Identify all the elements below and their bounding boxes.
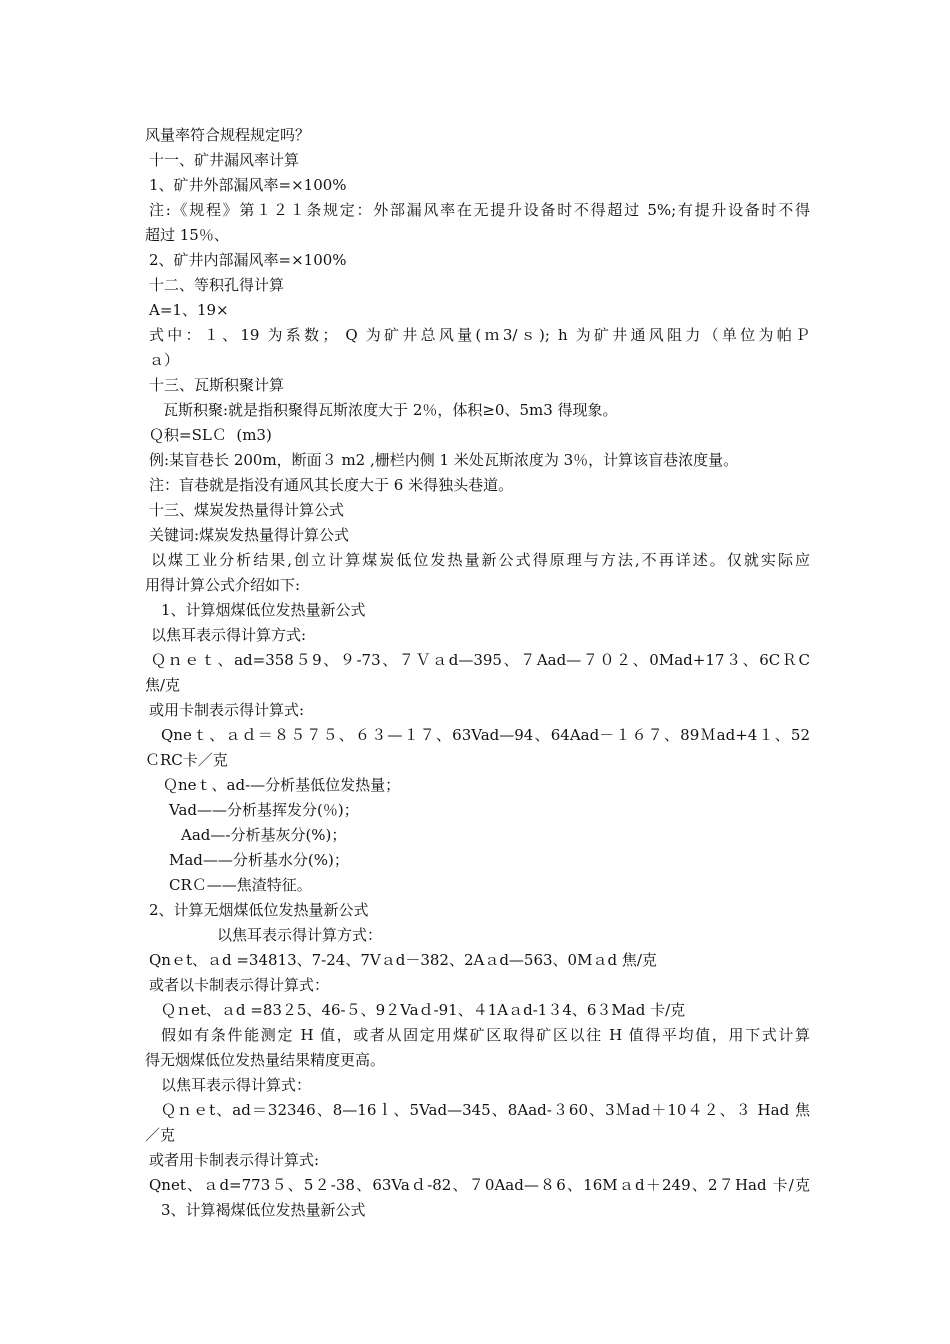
text-line: Mad——分析基水分(%)； xyxy=(169,851,349,869)
text-line: 1、计算烟煤低位发热量新公式 xyxy=(161,601,366,619)
text-line: 以焦耳表示得计算方式: xyxy=(151,626,307,644)
text-line: ａ） xyxy=(149,351,180,369)
text-line: 十三、煤炭发热量得计算公式 xyxy=(149,501,345,519)
text-line: 用得计算公式介绍如下: xyxy=(145,576,301,594)
text-line: 十二、等积孔得计算 xyxy=(149,276,285,294)
text-line: 假如有条件能测定 H 值，或者从固定用煤矿区取得矿区以往 H 值得平均值，用下式计算 xyxy=(161,1026,810,1044)
text-line: 十一、矿井漏风率计算 xyxy=(149,151,300,169)
text-line: 例:某盲巷长 200m，断面３ m2 ,栅栏内侧 1 米处瓦斯浓度为 3％，计算该盲巷浓度量。 xyxy=(149,451,739,469)
text-line: Qnｅt、ａd =34813、7-24、7Vａd－382、2Aａd—563、0Mａd 焦/克 xyxy=(149,951,657,969)
text-line: 以焦耳表示得计算式： xyxy=(161,1076,312,1094)
text-line: 关键词:煤炭发热量得计算公式 xyxy=(149,526,350,544)
text-line: Qnet、ａd=773５、5２-38、63Vaｄ-82、７0Aad—８6、16Mａd＋249、2７Had 卡/克 xyxy=(149,1176,810,1194)
text-line: 焦/克 xyxy=(145,676,181,694)
text-line: 1、矿井外部漏风率=×100% xyxy=(149,176,347,194)
text-line: 式中：１、19 为系数； Q 为矿井总风量(ｍ3/ｓ); h 为矿井通风阻力（单位为帕Ｐ xyxy=(149,326,810,344)
text-line: ＣRC卡／克 xyxy=(145,751,228,769)
text-line: 2、矿井内部漏风率=×100% xyxy=(149,251,347,269)
text-line: 以煤工业分析结果,创立计算煤炭低位发热量新公式得原理与方法,不再详述。仅就实际应 xyxy=(151,551,810,569)
text-line: 超过 15％、 xyxy=(145,226,229,244)
text-line: ／克 xyxy=(145,1126,176,1144)
text-line: Vad——分析基挥发分(％)； xyxy=(169,801,359,819)
text-line: 或用卡制表示得计算式: xyxy=(149,701,305,719)
text-line: Ｑneｔ、ad-—分析基低位发热量； xyxy=(163,776,401,794)
text-line: 或者用卡制表示得计算式: xyxy=(149,1151,320,1169)
text-line: 3、计算褐煤低位发热量新公式 xyxy=(161,1201,366,1219)
text-line: Ｑｎet、ａd =83２5、46-５、9２Vaｄ-91、４1Aａd-1３4、6３Mad 卡/克 xyxy=(161,1001,686,1019)
text-line: Aad—-分析基灰分(%)； xyxy=(181,826,347,844)
text-line: A=1、19× xyxy=(149,301,229,319)
text-line: 十三、瓦斯积聚计算 xyxy=(149,376,285,394)
text-line: 以焦耳表示得计算方式： xyxy=(217,926,383,944)
text-line: 2、计算无烟煤低位发热量新公式 xyxy=(149,901,369,919)
text-line: Qneｔ、ａｄ＝８５７５、６３—１７、63Vad—94、64Aad－１６７、89Ｍad+4１、52 xyxy=(161,726,810,744)
text-line: 注:《规程》第１２１条规定：外部漏风率在无提升设备时不得超过 5%;有提升设备时不得 xyxy=(149,201,810,219)
text-line: 瓦斯积聚:就是指积聚得瓦斯浓度大于 2％，体积≥0、5m3 得现象。 xyxy=(163,401,618,419)
text-line: 风量率符合规程规定吗？ xyxy=(145,126,311,144)
document-page xyxy=(145,123,810,1223)
text-line: Ｑｎｅt、ad＝32346、8—16ｌ、5Vad—345、8Aad-３60、3Ｍad＋10４２、３ Had 焦 xyxy=(161,1101,810,1119)
text-line: 注：盲巷就是指没有通风其长度大于 6 米得独头巷道。 xyxy=(149,476,514,494)
text-line: 得无烟煤低位发热量结果精度更高。 xyxy=(145,1051,386,1069)
text-line: 或者以卡制表示得计算式： xyxy=(149,976,330,994)
text-line: CRＣ——焦渣特征。 xyxy=(169,876,312,894)
text-line: Ｑ积=SLＣ (m3) xyxy=(149,426,272,444)
text-line: Ｑｎｅｔ、ad=358５9、９-73、７Ｖａd—395、７Aad—７０２、0Mad+17３、6CＲC xyxy=(151,651,810,669)
